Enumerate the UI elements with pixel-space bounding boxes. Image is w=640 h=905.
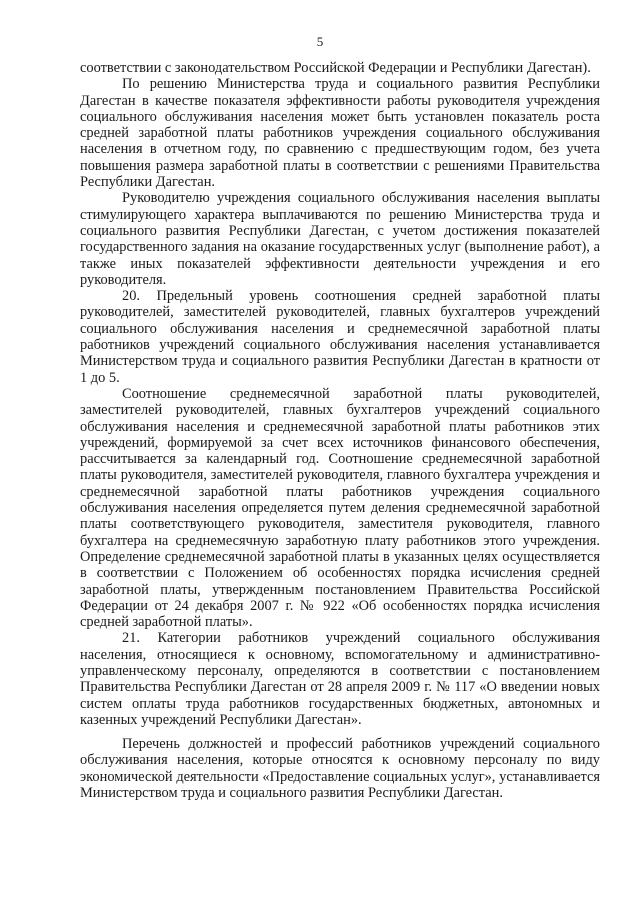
- paragraph-positions-list: Перечень должностей и профессий работников учреждений социального обслуживания населения, которые относятся к основному персоналу по виду экономической деятельности «Предоставление социальных услуг», устанавливается Министерством труда и социального развития Республики Дагестан.: [80, 736, 600, 802]
- paragraph-item-20: 20. Предельный уровень соотношения средней заработной платы руководителей, заместителей руководителей, главных бухгалтеров учреждений социального обслуживания населения и среднемесячной заработной платы работников учреждений социального обслуживания населения устанавливается Министерством труда и социального развития Республики Дагестан в кратности от 1 до 5.: [80, 288, 600, 386]
- paragraph-salary-ratio: Соотношение среднемесячной заработной платы руководителей, заместителей руководителей, главных бухгалтеров учреждений социального обслуживания населения и среднемесячной заработной платы работников этих учреждений, формируемой за счет всех источников финансового обеспечения, рассчитывается за календарный год. Соотношение среднемесячной заработной платы руководителя, заместителей руководителя, главного бухгалтера учреждения и среднемесячной заработной платы работников учреждения социального обслуживания населения определяется путем деления среднемесячной заработной платы соответствующего руководителя, заместителя руководителя, главного бухгалтера на среднемесячную заработную плату работников этого учреждения. Определение среднемесячной заработной платы в указанных целях осуществляется в соответствии с Положением об особенностях порядка исчисления средней заработной платы, утвержденным постановлением Правительства Российской Федерации от 24 декабря 2007 г. № 922 «Об особенностях порядка исчисления средней заработной платы».: [80, 385, 600, 631]
- paragraph-continuation: соответствии с законодательством Российской Федерации и Республики Дагестан).: [80, 60, 591, 76]
- paragraph-item-21: 21. Категории работников учреждений социального обслуживания населения, относящиеся к основному, вспомогательному и административно-управленческому персоналу, определяются в соответствии с постановлением Правительства Республики Дагестан от 28 апреля 2009 г. № 117 «О введении новых систем оплаты труда работников государственных бюджетных, автономных и казенных учреждений Республики Дагестан».: [80, 630, 600, 728]
- page-number: 5: [316, 34, 324, 49]
- paragraph-efficiency-indicator: По решению Министерства труда и социального развития Республики Дагестан в качестве показателя эффективности работы руководителя учреждения социального обслуживания населения может быть установлен показатель роста средней заработной платы работников учреждения социального обслуживания населения в отчетном году, по сравнению с предшествующим годом, без учета повышения размера заработной платы в соответствии с решениями Правительства Республики Дагестан.: [80, 76, 600, 191]
- document-body: [80, 60, 600, 801]
- paragraph-incentive-payments: Руководителю учреждения социального обслуживания населения выплаты стимулирующего характера выплачиваются по решению Министерства труда и социального развития Республики Дагестан, с учетом достижения показателей государственного задания на оказание государственных услуг (выполнение работ), а также иных показателей эффективности деятельности учреждения и его руководителя.: [80, 190, 600, 288]
